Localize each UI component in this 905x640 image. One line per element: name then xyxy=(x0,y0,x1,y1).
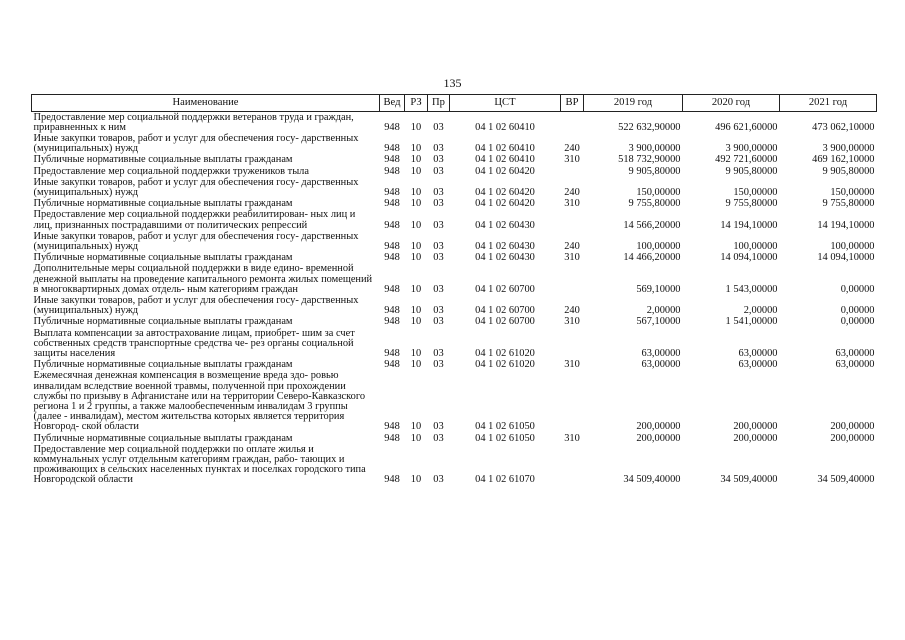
row-pr: 03 xyxy=(433,219,444,231)
row-cst: 04 1 02 60410 xyxy=(475,121,535,133)
row-amount-2021: 100,00000 xyxy=(830,240,875,252)
row-vr xyxy=(561,371,584,433)
row-pr: 03 xyxy=(433,143,444,155)
table-row xyxy=(32,155,877,166)
row-cst: 04 1 02 60430 xyxy=(475,219,535,231)
row-vr xyxy=(561,112,584,134)
row-amount-2021: 9 905,80000 xyxy=(822,165,875,177)
row-cst: 04 1 02 60420 xyxy=(475,198,535,210)
row-amount-2020: 3 900,00000 xyxy=(725,143,778,155)
row-ved: 948 xyxy=(384,421,400,433)
row-cst: 04 1 02 60410 xyxy=(475,154,535,166)
row-amount-2021: 14 194,10000 xyxy=(817,219,875,231)
row-rz: 10 xyxy=(410,316,422,328)
table-row xyxy=(32,177,877,198)
row-amount-2020: 63,00000 xyxy=(738,347,778,359)
row-rz: 10 xyxy=(410,283,422,295)
table-row xyxy=(32,444,877,486)
row-amount-2021: 200,00000 xyxy=(830,421,875,433)
row-amount-2020: 14 194,10000 xyxy=(720,219,778,231)
page-number: 135 xyxy=(443,76,462,90)
row-ved: 948 xyxy=(384,165,400,177)
row-ved: 948 xyxy=(384,316,400,328)
row-pr: 03 xyxy=(433,347,444,359)
row-name: Публичные нормативные социальные выплаты гражданам xyxy=(33,252,293,264)
row-amount-2019: 150,00000 xyxy=(636,186,681,198)
row-cst: 04 1 02 61050 xyxy=(475,432,535,444)
row-amount-2020: 200,00000 xyxy=(733,432,778,444)
row-name: Ежемесячная денежная компенсация в возмещение вреда здо- ровью инвалидам вследствие военной травмы, полученной при прохождении службы по призыву в Афганистане или на территории Северо-Кавказского региона 1 и 2 группы, а также малообеспеченным инвалидам 3 группы (далее - инвалидам), местом жительства которых является территория Новгород- ской области xyxy=(33,370,366,433)
row-cst: 04 1 02 60700 xyxy=(475,283,535,295)
row-name: Иные закупки товаров, работ и услуг для обеспечения госу- дарственных (муниципальных) нужд xyxy=(33,132,359,155)
row-amount-2019: 34 509,40000 xyxy=(623,474,681,486)
row-name: Иные закупки товаров, работ и услуг для обеспечения госу- дарственных (муниципальных) нужд xyxy=(33,294,359,317)
table-row xyxy=(32,231,877,252)
row-vr xyxy=(561,444,584,486)
row-rz: 10 xyxy=(410,240,422,252)
row-ved: 948 xyxy=(384,186,400,198)
row-pr: 03 xyxy=(433,252,444,264)
row-rz: 10 xyxy=(410,165,422,177)
row-amount-2019: 9 755,80000 xyxy=(628,198,681,210)
row-rz: 10 xyxy=(410,154,422,166)
row-name: Публичные нормативные социальные выплаты гражданам xyxy=(33,359,293,371)
row-rz: 10 xyxy=(410,305,422,317)
row-rz: 10 xyxy=(410,198,422,210)
row-amount-2020: 200,00000 xyxy=(733,421,778,433)
row-pr: 03 xyxy=(433,283,444,295)
row-amount-2021: 3 900,00000 xyxy=(822,143,875,155)
row-cst: 04 1 02 60430 xyxy=(475,252,535,264)
row-ved: 948 xyxy=(384,347,400,359)
row-vr: 240 xyxy=(564,143,580,155)
row-ved: 948 xyxy=(384,121,400,133)
row-ved: 948 xyxy=(384,283,400,295)
column-header-2021: 2021 год xyxy=(780,95,877,112)
row-name: Иные закупки товаров, работ и услуг для обеспечения госу- дарственных (муниципальных) нужд xyxy=(33,176,359,198)
row-rz: 10 xyxy=(410,219,422,231)
table-row xyxy=(32,317,877,328)
row-vr: 310 xyxy=(564,359,580,371)
row-rz: 10 xyxy=(410,347,422,359)
row-amount-2019: 518 732,90000 xyxy=(618,154,681,166)
row-vr: 240 xyxy=(564,305,580,317)
row-amount-2020: 34 509,40000 xyxy=(720,474,778,486)
row-vr xyxy=(561,166,584,177)
row-amount-2020: 63,00000 xyxy=(738,359,778,371)
row-pr: 03 xyxy=(433,154,444,166)
row-amount-2020: 100,00000 xyxy=(733,240,778,252)
column-header-2019: 2019 год xyxy=(584,95,683,112)
row-pr: 03 xyxy=(433,165,444,177)
row-amount-2021: 9 755,80000 xyxy=(822,198,875,210)
row-pr: 03 xyxy=(433,240,444,252)
row-name: Предоставление мер социальной поддержки реабилитирован- ных лиц и лиц, признанных пострадавшими от политических репрессий xyxy=(33,209,356,231)
row-pr: 03 xyxy=(433,421,444,433)
row-amount-2021: 200,00000 xyxy=(830,432,875,444)
row-ved: 948 xyxy=(384,219,400,231)
row-ved: 948 xyxy=(384,154,400,166)
row-name: Дополнительные меры социальной поддержки в виде едино- временной денежной выплаты на проведение капитального ремонта жилых помещений в многоквартирных домах отдель- ным категориям граждан xyxy=(33,263,373,295)
row-vr: 310 xyxy=(564,198,580,210)
row-name: Предоставление мер социальной поддержки тружеников тыла xyxy=(33,165,309,177)
row-rz: 10 xyxy=(410,421,422,433)
table-row xyxy=(32,166,877,177)
row-pr: 03 xyxy=(433,316,444,328)
row-pr: 03 xyxy=(433,198,444,210)
row-amount-2020: 2,00000 xyxy=(743,305,778,317)
row-ved: 948 xyxy=(384,474,400,486)
row-rz: 10 xyxy=(410,186,422,198)
row-cst: 04 1 02 61070 xyxy=(475,474,535,486)
row-cst: 04 1 02 60420 xyxy=(475,186,535,198)
row-name: Предоставление мер социальной поддержки по оплате жилья и коммунальных услуг отдельным категориям граждан, рабо- тающих и проживающих в сельских населенных пунктах и поселках городского типа Новгородской области xyxy=(33,443,366,486)
row-amount-2019: 200,00000 xyxy=(636,421,681,433)
row-ved: 948 xyxy=(384,359,400,371)
row-rz: 10 xyxy=(410,432,422,444)
column-header-ved: Вед xyxy=(380,95,405,112)
row-rz: 10 xyxy=(410,121,422,133)
row-vr xyxy=(561,328,584,360)
table-row xyxy=(32,371,877,433)
row-rz: 10 xyxy=(410,252,422,264)
row-cst: 04 1 02 60700 xyxy=(475,305,535,317)
row-cst: 04 1 02 61020 xyxy=(475,359,535,371)
table-row xyxy=(32,264,877,296)
table-body xyxy=(32,112,877,487)
row-vr: 310 xyxy=(564,252,580,264)
table-row xyxy=(32,328,877,360)
row-name: Публичные нормативные социальные выплаты гражданам xyxy=(33,432,293,444)
table-row xyxy=(32,253,877,264)
row-amount-2021: 14 094,10000 xyxy=(817,252,875,264)
row-cst: 04 1 02 60410 xyxy=(475,143,535,155)
row-amount-2021: 63,00000 xyxy=(835,359,875,371)
row-amount-2021: 34 509,40000 xyxy=(817,474,875,486)
row-vr: 240 xyxy=(564,240,580,252)
row-vr: 310 xyxy=(564,154,580,166)
row-amount-2020: 1 543,00000 xyxy=(725,283,778,295)
row-amount-2021: 0,00000 xyxy=(840,283,875,295)
budget-table xyxy=(31,94,877,486)
table-row xyxy=(32,133,877,154)
table-row xyxy=(32,112,877,134)
row-amount-2019: 63,00000 xyxy=(641,347,681,359)
row-name: Выплата компенсации за автострахование лицам, приобрет- шим за счет собственных средств транспортные средства че- рез органы социальной защиты населения xyxy=(33,327,355,359)
row-pr: 03 xyxy=(433,121,444,133)
row-amount-2020: 14 094,10000 xyxy=(720,252,778,264)
row-name: Публичные нормативные социальные выплаты гражданам xyxy=(33,316,293,328)
row-cst: 04 1 02 60430 xyxy=(475,240,535,252)
row-pr: 03 xyxy=(433,186,444,198)
row-cst: 04 1 02 61050 xyxy=(475,421,535,433)
row-amount-2021: 0,00000 xyxy=(840,305,875,317)
row-amount-2019: 3 900,00000 xyxy=(628,143,681,155)
row-amount-2019: 200,00000 xyxy=(636,432,681,444)
row-amount-2020: 150,00000 xyxy=(733,186,778,198)
row-amount-2020: 1 541,00000 xyxy=(725,316,778,328)
row-vr xyxy=(561,264,584,296)
row-amount-2021: 473 062,10000 xyxy=(812,121,875,133)
row-amount-2019: 14 466,20000 xyxy=(623,252,681,264)
column-header-name: Наименование xyxy=(32,95,380,112)
row-amount-2020: 496 621,60000 xyxy=(715,121,778,133)
column-header-pr: Пр xyxy=(428,95,450,112)
row-ved: 948 xyxy=(384,432,400,444)
row-amount-2019: 63,00000 xyxy=(641,359,681,371)
row-pr: 03 xyxy=(433,359,444,371)
row-ved: 948 xyxy=(384,252,400,264)
row-amount-2019: 2,00000 xyxy=(646,305,681,317)
row-pr: 03 xyxy=(433,432,444,444)
row-name: Публичные нормативные социальные выплаты гражданам xyxy=(33,198,293,210)
row-amount-2019: 569,10000 xyxy=(636,283,681,295)
row-amount-2019: 9 905,80000 xyxy=(628,165,681,177)
row-ved: 948 xyxy=(384,143,400,155)
row-cst: 04 1 02 60420 xyxy=(475,165,535,177)
table-row xyxy=(32,433,877,444)
row-vr xyxy=(561,210,584,231)
row-amount-2021: 0,00000 xyxy=(840,316,875,328)
row-name: Иные закупки товаров, работ и услуг для обеспечения госу- дарственных (муниципальных) нужд xyxy=(33,230,359,252)
row-amount-2019: 14 566,20000 xyxy=(623,219,681,231)
row-amount-2019: 522 632,90000 xyxy=(618,121,681,133)
row-name: Предоставление мер социальной поддержки ветеранов труда и граждан, приравненных к ним xyxy=(33,111,354,133)
column-header-vr: ВР xyxy=(561,95,584,112)
row-amount-2020: 492 721,60000 xyxy=(715,154,778,166)
row-pr: 03 xyxy=(433,305,444,317)
table-row xyxy=(32,360,877,371)
row-amount-2021: 150,00000 xyxy=(830,186,875,198)
row-rz: 10 xyxy=(410,143,422,155)
row-vr: 240 xyxy=(564,186,580,198)
table-row xyxy=(32,295,877,316)
row-amount-2021: 469 162,10000 xyxy=(812,154,875,166)
row-amount-2020: 9 755,80000 xyxy=(725,198,778,210)
column-header-2020: 2020 год xyxy=(683,95,780,112)
row-rz: 10 xyxy=(410,359,422,371)
row-vr: 310 xyxy=(564,316,580,328)
row-amount-2019: 100,00000 xyxy=(636,240,681,252)
table-row xyxy=(32,199,877,210)
row-name: Публичные нормативные социальные выплаты гражданам xyxy=(33,154,293,166)
row-ved: 948 xyxy=(384,305,400,317)
row-amount-2021: 63,00000 xyxy=(835,347,875,359)
table-header-row xyxy=(32,95,877,112)
column-header-rz: РЗ xyxy=(405,95,428,112)
row-pr: 03 xyxy=(433,474,444,486)
row-amount-2020: 9 905,80000 xyxy=(725,165,778,177)
row-cst: 04 1 02 60700 xyxy=(475,316,535,328)
row-rz: 10 xyxy=(410,474,422,486)
row-vr: 310 xyxy=(564,432,580,444)
row-amount-2019: 567,10000 xyxy=(636,316,681,328)
row-ved: 948 xyxy=(384,198,400,210)
table-row xyxy=(32,210,877,231)
column-header-cst: ЦСТ xyxy=(450,95,561,112)
row-cst: 04 1 02 61020 xyxy=(475,347,535,359)
row-ved: 948 xyxy=(384,240,400,252)
